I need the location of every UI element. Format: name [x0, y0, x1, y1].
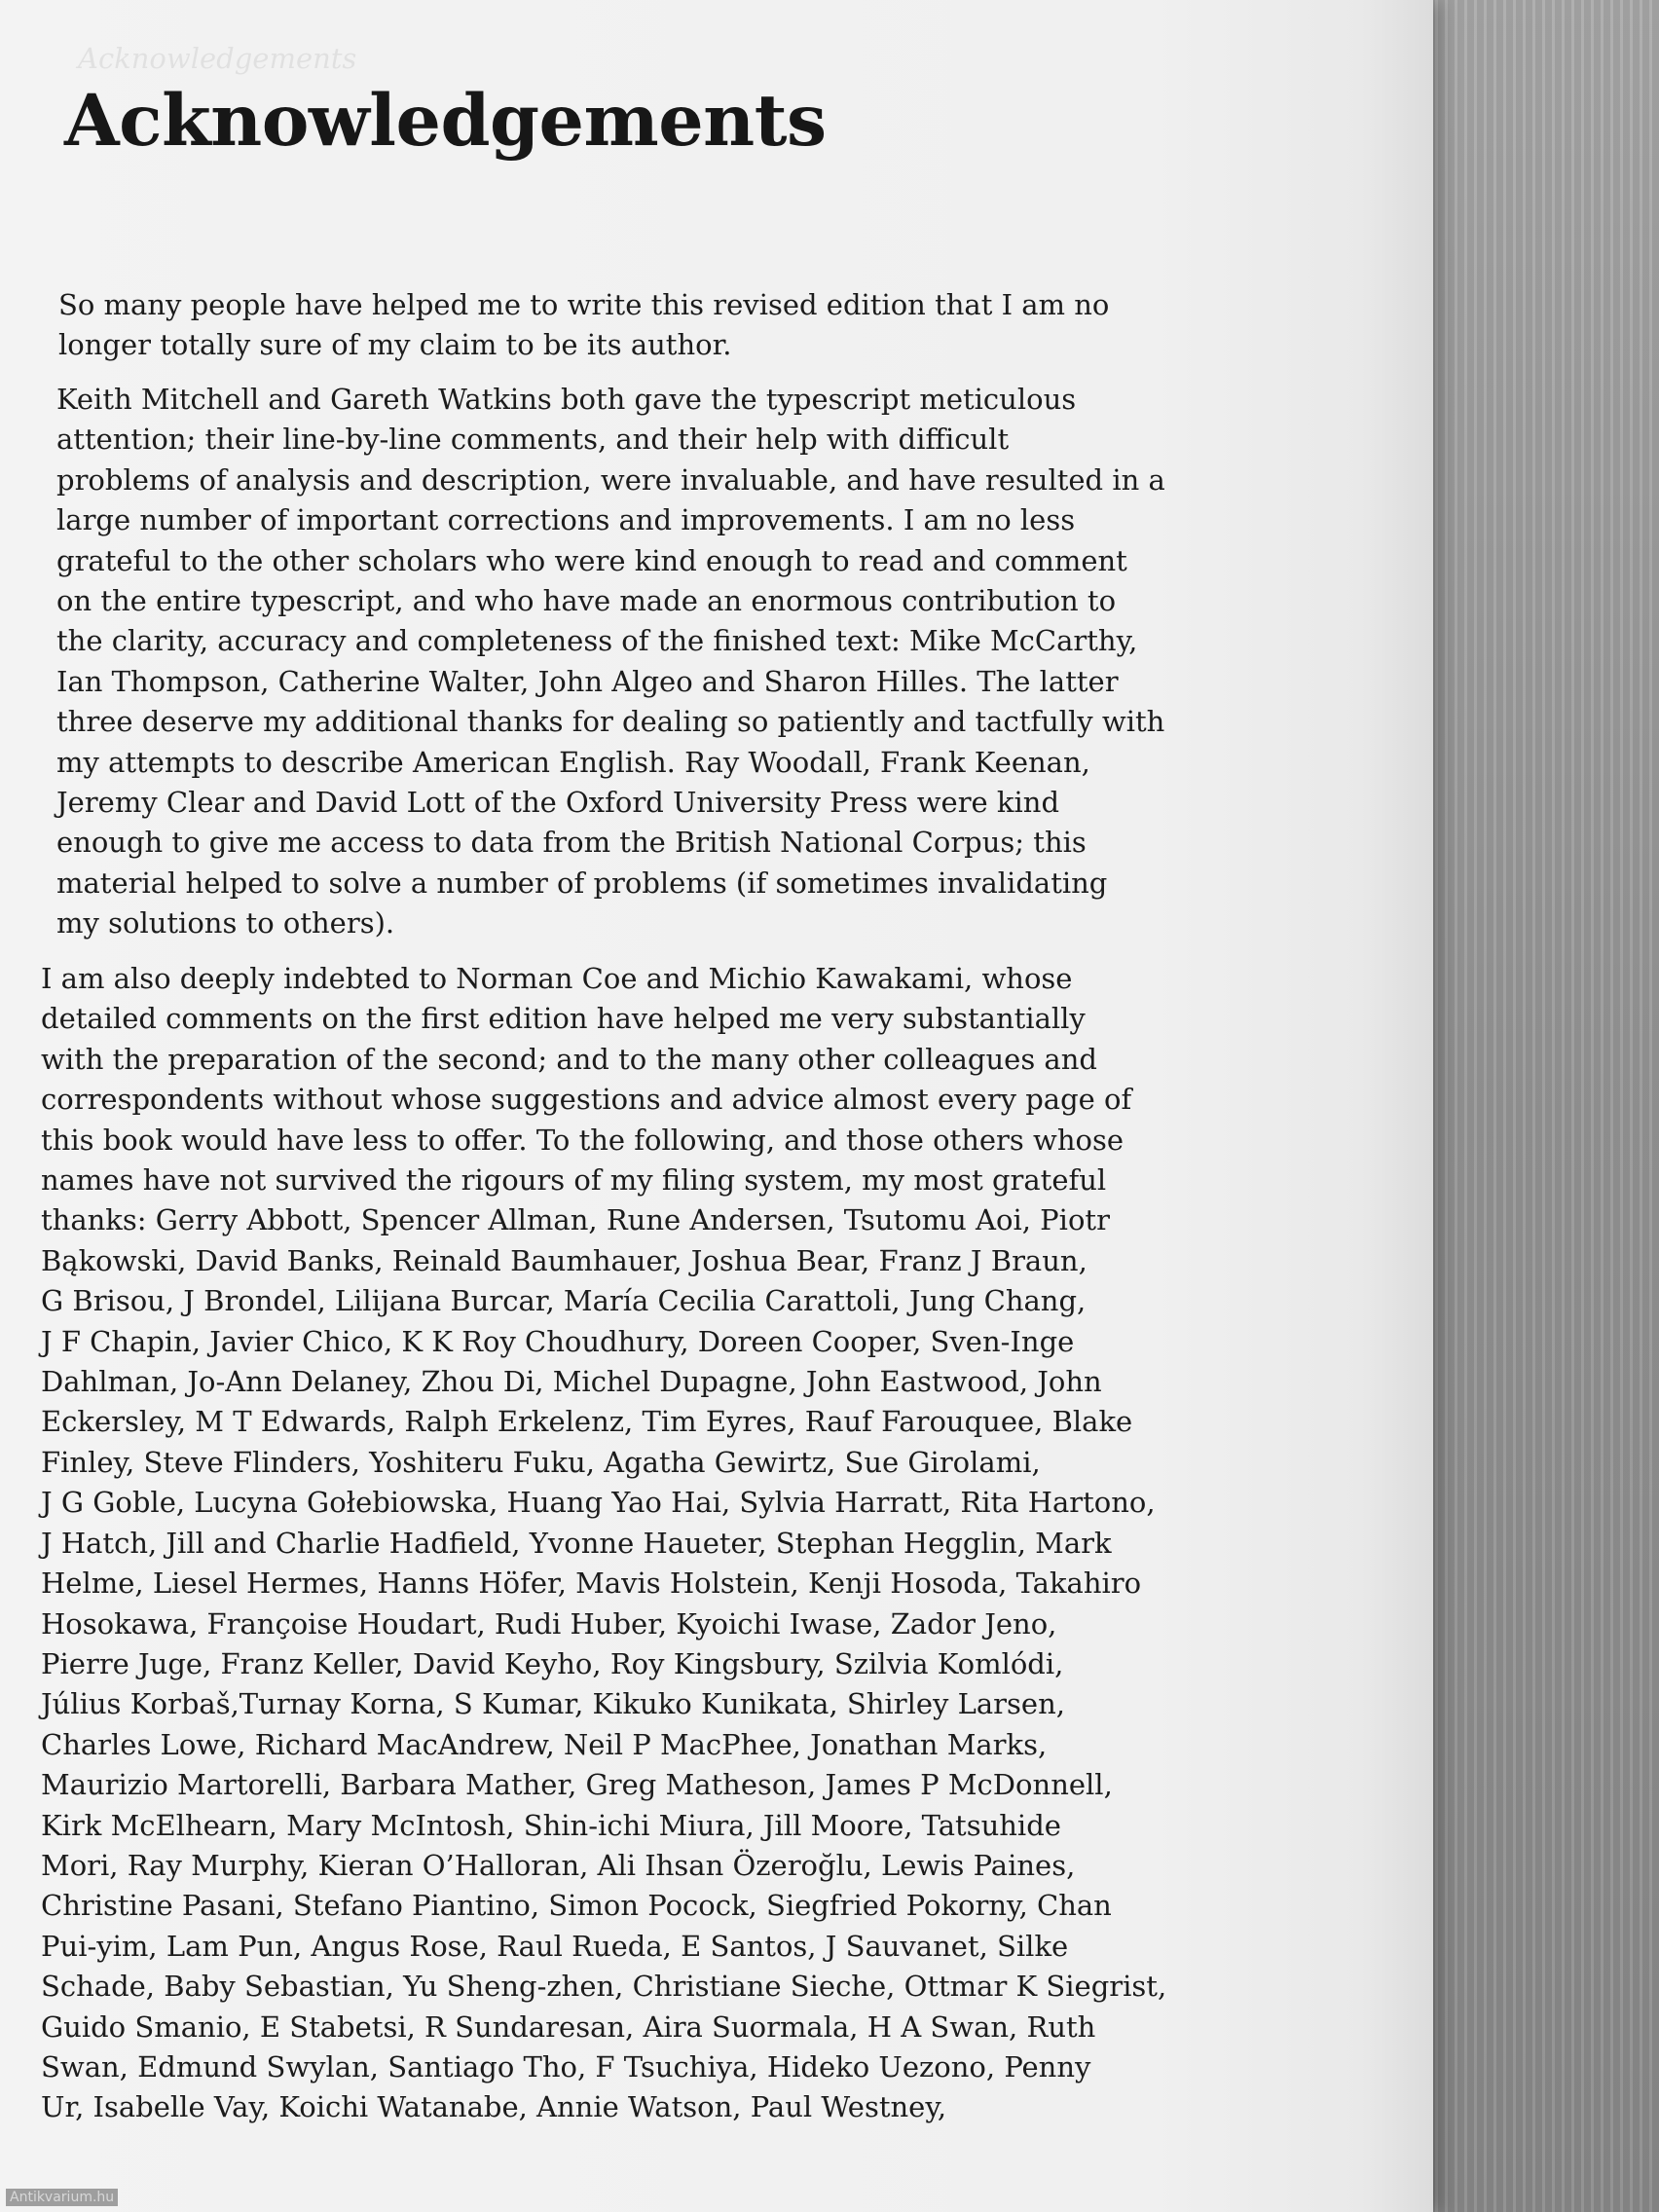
text-line: thanks: Gerry Abbott, Spencer Allman, Rune Andersen, Tsutomu Aoi, Piotr [41, 1203, 1110, 1237]
text-line: I am also deeply indebted to Norman Coe and Michio Kawakami, whose [41, 962, 1073, 995]
text-line: Pui-yim, Lam Pun, Angus Rose, Raul Rueda, E Santos, J Sauvanet, Silke [41, 1929, 1069, 1963]
text-line: Ian Thompson, Catherine Walter, John Algeo and Sharon Hilles. The latter [56, 664, 1119, 698]
text-line: correspondents without whose suggestions and advice almost every page of [41, 1083, 1132, 1117]
text-line: Hosokawa, Françoise Houdart, Rudi Huber, Kyoichi Iwase, Zador Jeno, [41, 1606, 1057, 1641]
text-line: Pierre Juge, Franz Keller, David Keyho, Roy Kingsbury, Szilvia Komlódi, [41, 1646, 1064, 1680]
text-line: J G Goble, Lucyna Gołebiowska, Huang Yao Hai, Sylvia Harratt, Rita Hartono, [41, 1486, 1156, 1520]
text-line: this book would have less to offer. To the following, and those others whose [41, 1123, 1124, 1157]
text-line: Dahlman, Jo-Ann Delaney, Zhou Di, Michel Dupagne, John Eastwood, John [41, 1365, 1102, 1399]
paragraph-2 [56, 380, 1165, 944]
text-line: Ur, Isabelle Vay, Koichi Watanabe, Annie Watson, Paul Westney, [41, 2090, 947, 2124]
text-line: So many people have helped me to write this revised edition that I am no [58, 288, 1110, 321]
text-line: the clarity, accuracy and completeness of the finished text: Mike McCarthy, [56, 624, 1138, 658]
text-line: material helped to solve a number of problems (if sometimes invalidating [56, 866, 1108, 900]
text-line: J Hatch, Jill and Charlie Hadfield, Yvonne Haueter, Stephan Hegglin, Mark [41, 1526, 1112, 1560]
text-line: Finley, Steve Flinders, Yoshiteru Fuku, Agatha Gewirtz, Sue Girolami, [41, 1445, 1041, 1479]
text-line: Keith Mitchell and Gareth Watkins both gave the typescript meticulous [56, 383, 1077, 416]
watermark: Antikvarium.hu [6, 2189, 118, 2206]
text-line: Swan, Edmund Swylan, Santiago Tho, F Tsuchiya, Hideko Uezono, Penny [41, 2049, 1091, 2083]
paragraph-1 [58, 285, 1109, 366]
table-surface [1425, 0, 1659, 2212]
text-line: J F Chapin, Javier Chico, K K Roy Choudhury, Doreen Cooper, Sven-Inge [41, 1324, 1075, 1358]
paragraph-3 [41, 959, 1166, 2128]
text-line: Július Korbaš,Turnay Korna, S Kumar, Kikuko Kunikata, Shirley Larsen, [41, 1687, 1065, 1721]
text-line: Kirk McElhearn, Mary McIntosh, Shin-ichi Miura, Jill Moore, Tatsuhide [41, 1808, 1061, 1842]
show-through-text: Acknowledgements [78, 42, 357, 75]
text-line: Maurizio Martorelli, Barbara Mather, Greg Matheson, James P McDonnell, [41, 1768, 1113, 1802]
text-line: large number of important corrections and improvements. I am no less [56, 503, 1076, 537]
text-line: Schade, Baby Sebastian, Yu Sheng-zhen, Christiane Sieche, Ottmar K Siegrist, [41, 1970, 1167, 2004]
text-line: Christine Pasani, Stefano Piantino, Simon Pocock, Siegfried Pokorny, Chan [41, 1889, 1112, 1923]
text-line: longer totally sure of my claim to be its author. [58, 328, 732, 362]
text-line: Guido Smanio, E Stabetsi, R Sundaresan, Aira Suormala, H A Swan, Ruth [41, 2009, 1096, 2044]
text-line: detailed comments on the first edition have helped me very substantially [41, 1002, 1086, 1036]
text-line: Mori, Ray Murphy, Kieran O’Halloran, Ali Ihsan Özeroğlu, Lewis Paines, [41, 1848, 1076, 1882]
text-line: G Brisou, J Brondel, Lilijana Burcar, María Cecilia Carattoli, Jung Chang, [41, 1284, 1087, 1318]
text-line: Eckersley, M T Edwards, Ralph Erkelenz, Tim Eyres, Rauf Farouquee, Blake [41, 1405, 1133, 1439]
text-line: names have not survived the rigours of my filing system, my most grateful [41, 1163, 1107, 1198]
text-line: on the entire typescript, and who have made an enormous contribution to [56, 584, 1117, 618]
text-line: attention; their line-by-line comments, and their help with difficult [56, 423, 1010, 457]
text-line: Charles Lowe, Richard MacAndrew, Neil P MacPhee, Jonathan Marks, [41, 1727, 1048, 1761]
text-line: Jeremy Clear and David Lott of the Oxford University Press were kind [56, 786, 1060, 820]
text-line: problems of analysis and description, were invaluable, and have resulted in a [56, 462, 1165, 497]
text-line: Bąkowski, David Banks, Reinald Baumhauer, Joshua Bear, Franz J Braun, [41, 1243, 1088, 1277]
text-line: my attempts to describe American English. Ray Woodall, Frank Keenan, [56, 745, 1090, 779]
text-line: with the preparation of the second; and to the many other colleagues and [41, 1042, 1097, 1076]
page-title: Acknowledgements [64, 79, 827, 163]
text-line: my solutions to others). [56, 906, 395, 940]
text-line: three deserve my additional thanks for dealing so patiently and tactfully with [56, 705, 1165, 739]
text-line: enough to give me access to data from the British National Corpus; this [56, 826, 1087, 860]
text-line: Helme, Liesel Hermes, Hanns Höfer, Mavis Holstein, Kenji Hosoda, Takahiro [41, 1567, 1142, 1601]
text-line: grateful to the other scholars who were kind enough to read and comment [56, 543, 1127, 577]
